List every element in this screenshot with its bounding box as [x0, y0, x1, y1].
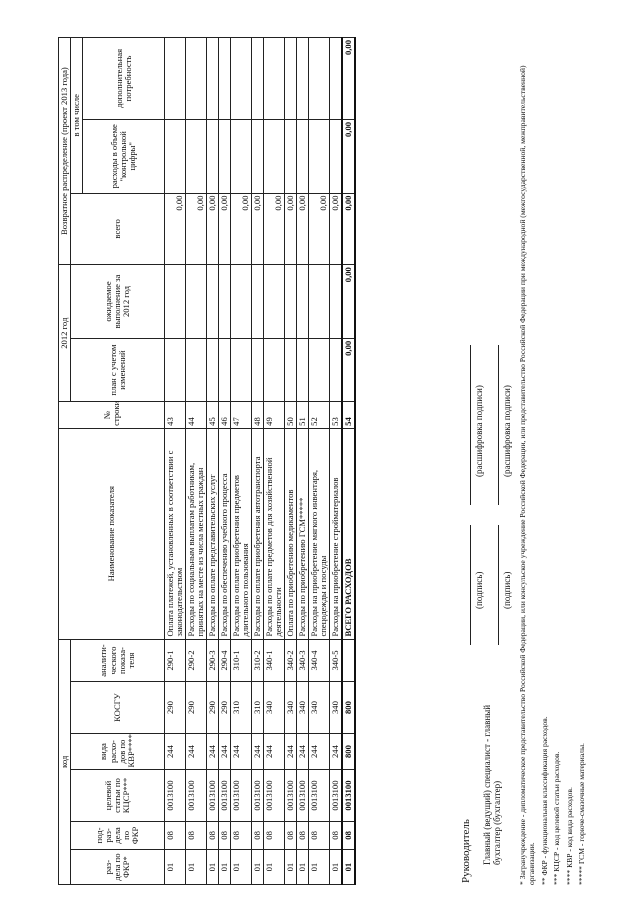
row-ozhid [219, 265, 231, 339]
row-razdel: 01 [264, 850, 285, 885]
row-dopoln [252, 38, 264, 120]
row-ozhid [207, 265, 219, 339]
total-row [342, 38, 355, 885]
header-plan: план с учетом изменений [71, 338, 165, 401]
signature-line-2 [470, 345, 471, 505]
row-podrazdel: 08 [264, 821, 285, 850]
row-name: Расходы по оплате представительских услуг [207, 428, 219, 639]
row-kontrol [285, 119, 297, 193]
row-dopoln [309, 38, 330, 120]
row-vsego: 0,00 [231, 193, 252, 265]
row-name: Оплата платежей, установленных в соответствии с законодательством [165, 428, 186, 639]
row-kosgu: 290 [165, 682, 186, 733]
row-kontrol [231, 119, 252, 193]
row-dopoln [285, 38, 297, 120]
row-vsego: 0,00 [165, 193, 186, 265]
row-analit: 310-2 [252, 639, 264, 682]
total-vid: 800 [342, 733, 355, 770]
row-plan [219, 338, 231, 401]
header-analit: аналити-ческого показа-теля [71, 639, 165, 682]
row-razdel: 01 [285, 850, 297, 885]
row-ozhid [186, 265, 207, 339]
total-ozhid: 0,00 [342, 265, 355, 339]
row-vid: 244 [219, 733, 231, 770]
header-nstroki: № строки [59, 402, 165, 429]
row-nstroki: 44 [186, 402, 207, 429]
row-nstroki: 43 [165, 402, 186, 429]
row-vid: 244 [231, 733, 252, 770]
row-razdel: 01 [231, 850, 252, 885]
row-celevoy: 0013100 [330, 770, 343, 821]
footnote: ** ФКР - функциональная классификация расходов. [539, 716, 549, 885]
row-kosgu: 340 [264, 682, 285, 733]
row-vsego: 0,00 [252, 193, 264, 265]
total-analit [342, 639, 355, 682]
row-name: Расходы по приобретению ГСМ***** [297, 428, 309, 639]
row-kosgu: 340 [297, 682, 309, 733]
row-ozhid [285, 265, 297, 339]
row-celevoy: 0013100 [285, 770, 297, 821]
table-row [309, 38, 330, 885]
signature-rukovoditel: Руководитель [460, 819, 472, 883]
header-ozhid: ожидаемое выполнение за 2012 год [71, 265, 165, 339]
row-dopoln [186, 38, 207, 120]
header-vtom: в том числе [71, 38, 83, 194]
row-kontrol [297, 119, 309, 193]
table-row [231, 38, 252, 885]
total-kontrol: 0,00 [342, 119, 355, 193]
signature-rasshifrovka-label-2: (расшифровка подписи) [502, 385, 512, 477]
row-name: Расходы по оплате приобретения предметов длительного пользования [231, 428, 252, 639]
row-celevoy: 0013100 [186, 770, 207, 821]
row-plan [264, 338, 285, 401]
row-analit: 290-1 [165, 639, 186, 682]
row-plan [285, 338, 297, 401]
row-analit: 340-3 [297, 639, 309, 682]
row-kosgu: 290 [207, 682, 219, 733]
row-analit: 290-4 [219, 639, 231, 682]
row-plan [252, 338, 264, 401]
header-celevoy: целевой статьи по КЦСР*** [71, 770, 165, 821]
row-kontrol [309, 119, 330, 193]
footnote: ***** ГСМ - горюче-смазочные материалы. [577, 743, 587, 885]
table-row [264, 38, 285, 885]
row-plan [231, 338, 252, 401]
header-podrazdel: под-раз-дела по ФКР [71, 821, 165, 850]
row-name: Расходы по социальным выплатам работникам, принятых на месте из числа местных граждан [186, 428, 207, 639]
row-nstroki: 49 [264, 402, 285, 429]
row-razdel: 01 [219, 850, 231, 885]
row-nstroki: 53 [330, 402, 343, 429]
header-vid: вида расхо-дов по КВР**** [71, 733, 165, 770]
table-body [165, 38, 343, 885]
header-kod: код [59, 639, 71, 884]
row-kosgu: 340 [330, 682, 343, 733]
header-razdel: раз-дела по ФКР* [71, 850, 165, 885]
row-plan [330, 338, 343, 401]
row-celevoy: 0013100 [165, 770, 186, 821]
row-vsego: 0,00 [297, 193, 309, 265]
row-dopoln [297, 38, 309, 120]
row-vid: 244 [252, 733, 264, 770]
table-row [207, 38, 219, 885]
row-dopoln [231, 38, 252, 120]
row-kosgu: 310 [252, 682, 264, 733]
row-kosgu: 310 [231, 682, 252, 733]
table-row [186, 38, 207, 885]
row-name: Расходы на приобретение мягкого инвентаря, спецодежды и посуды [309, 428, 330, 639]
row-kontrol [330, 119, 343, 193]
signature-podpis-label: (подпись) [474, 571, 484, 609]
row-kosgu: 290 [186, 682, 207, 733]
row-celevoy: 0013100 [231, 770, 252, 821]
row-analit: 340-5 [330, 639, 343, 682]
row-dopoln [264, 38, 285, 120]
total-celevoy: 0013100 [342, 770, 355, 821]
row-vsego: 0,00 [207, 193, 219, 265]
row-analit: 340-1 [264, 639, 285, 682]
total-name: ВСЕГО РАСХОДОВ [342, 428, 355, 639]
row-nstroki: 46 [219, 402, 231, 429]
row-celevoy: 0013100 [297, 770, 309, 821]
row-analit: 340-4 [309, 639, 330, 682]
header-vozvrat: Возвратное распределение (проект 2013 года) [59, 38, 71, 265]
row-vid: 244 [297, 733, 309, 770]
header-kosgu: КОСГУ [71, 682, 165, 733]
row-plan [186, 338, 207, 401]
table-row [330, 38, 343, 885]
header-dopoln: дополнительная потребность [83, 38, 165, 120]
row-name: Расходы на приобретение стройматериалов [330, 428, 343, 639]
row-plan [165, 338, 186, 401]
row-vid: 244 [285, 733, 297, 770]
row-vsego: 0,00 [309, 193, 330, 265]
row-dopoln [330, 38, 343, 120]
signature-line-1 [470, 525, 471, 645]
row-dopoln [165, 38, 186, 120]
row-nstroki: 50 [285, 402, 297, 429]
row-kontrol [165, 119, 186, 193]
row-nstroki: 45 [207, 402, 219, 429]
row-ozhid [231, 265, 252, 339]
row-name: Расходы по оплате предметов для хозяйственной деятельности [264, 428, 285, 639]
row-nstroki: 48 [252, 402, 264, 429]
row-vid: 244 [207, 733, 219, 770]
row-vsego: 0,00 [330, 193, 343, 265]
row-vid: 244 [330, 733, 343, 770]
row-analit: 310-1 [231, 639, 252, 682]
row-podrazdel: 08 [207, 821, 219, 850]
total-plan: 0,00 [342, 338, 355, 401]
header-vsego: всего [71, 193, 165, 265]
header-name: Наименование показателя [59, 428, 165, 639]
row-vid: 244 [165, 733, 186, 770]
row-ozhid [252, 265, 264, 339]
total-kosgu: 800 [342, 682, 355, 733]
footnote: * Загранучреждение - дипломатическое представительство Российской Федерации, или консульское учреждение Российской Федерации, или представительство Российской Федерации при международной (межгосударственной, межправительственной) организации. [518, 65, 537, 885]
header-kontrol: расходы в объеме "контрольной цифры" [83, 119, 165, 193]
row-ozhid [330, 265, 343, 339]
signature-rasshifrovka-label: (расшифровка подписи) [474, 385, 484, 477]
table-row [165, 38, 186, 885]
row-kontrol [186, 119, 207, 193]
row-celevoy: 0013100 [309, 770, 330, 821]
row-vsego: 0,00 [219, 193, 231, 265]
table-row [297, 38, 309, 885]
row-celevoy: 0013100 [252, 770, 264, 821]
row-celevoy: 0013100 [207, 770, 219, 821]
row-nstroki: 52 [309, 402, 330, 429]
row-name: Оплата по приобретению медикаментов [285, 428, 297, 639]
row-razdel: 01 [165, 850, 186, 885]
row-vid: 244 [309, 733, 330, 770]
row-podrazdel: 08 [252, 821, 264, 850]
table-row [219, 38, 231, 885]
row-vid: 244 [186, 733, 207, 770]
row-kosgu: 290 [219, 682, 231, 733]
row-ozhid [165, 265, 186, 339]
total-razdel: 01 [342, 850, 355, 885]
row-razdel: 01 [207, 850, 219, 885]
row-razdel: 01 [309, 850, 330, 885]
row-vid: 244 [264, 733, 285, 770]
total-nstroki: 54 [342, 402, 355, 429]
row-vsego: 0,00 [186, 193, 207, 265]
row-analit: 290-3 [207, 639, 219, 682]
signature-line-4 [498, 345, 499, 505]
signature-glavbuh: Главный (ведущий) специалист - главный бухгалтер (бухгалтер) [482, 704, 502, 865]
row-vsego: 0,00 [285, 193, 297, 265]
row-kontrol [264, 119, 285, 193]
row-plan [309, 338, 330, 401]
footnote: *** КЦСР - код целевой статьи расходов. [552, 751, 562, 885]
row-kontrol [252, 119, 264, 193]
row-name: Расходы по оплате приобретения автотранспорта [252, 428, 264, 639]
total-vsego: 0,00 [342, 193, 355, 265]
row-podrazdel: 08 [330, 821, 343, 850]
row-podrazdel: 08 [309, 821, 330, 850]
row-razdel: 01 [330, 850, 343, 885]
row-celevoy: 0013100 [219, 770, 231, 821]
footnote: **** КВР - код вида расходов. [564, 787, 574, 885]
row-nstroki: 51 [297, 402, 309, 429]
row-podrazdel: 08 [231, 821, 252, 850]
total-dopoln: 0,00 [342, 38, 355, 120]
row-celevoy: 0013100 [264, 770, 285, 821]
row-name: Расходы по обеспечению учебного процесса [219, 428, 231, 639]
row-razdel: 01 [252, 850, 264, 885]
row-ozhid [297, 265, 309, 339]
row-plan [207, 338, 219, 401]
row-razdel: 01 [186, 850, 207, 885]
row-podrazdel: 08 [186, 821, 207, 850]
footnotes [518, 25, 590, 885]
row-dopoln [219, 38, 231, 120]
row-kontrol [219, 119, 231, 193]
row-kontrol [207, 119, 219, 193]
row-analit: 340-2 [285, 639, 297, 682]
row-plan [297, 338, 309, 401]
total-podrazdel: 08 [342, 821, 355, 850]
row-analit: 290-2 [186, 639, 207, 682]
row-dopoln [207, 38, 219, 120]
row-nstroki: 47 [231, 402, 252, 429]
row-kosgu: 340 [285, 682, 297, 733]
row-podrazdel: 08 [297, 821, 309, 850]
row-kosgu: 340 [309, 682, 330, 733]
row-razdel: 01 [297, 850, 309, 885]
signature-line-3 [498, 525, 499, 645]
header-2012: 2012 год [59, 265, 71, 402]
signature-podpis-label-2: (подпись) [502, 571, 512, 609]
budget-table [58, 37, 356, 885]
row-ozhid [309, 265, 330, 339]
row-vsego: 0,00 [264, 193, 285, 265]
row-podrazdel: 08 [219, 821, 231, 850]
row-podrazdel: 08 [285, 821, 297, 850]
table-row [285, 38, 297, 885]
row-ozhid [264, 265, 285, 339]
table-row [252, 38, 264, 885]
row-podrazdel: 08 [165, 821, 186, 850]
